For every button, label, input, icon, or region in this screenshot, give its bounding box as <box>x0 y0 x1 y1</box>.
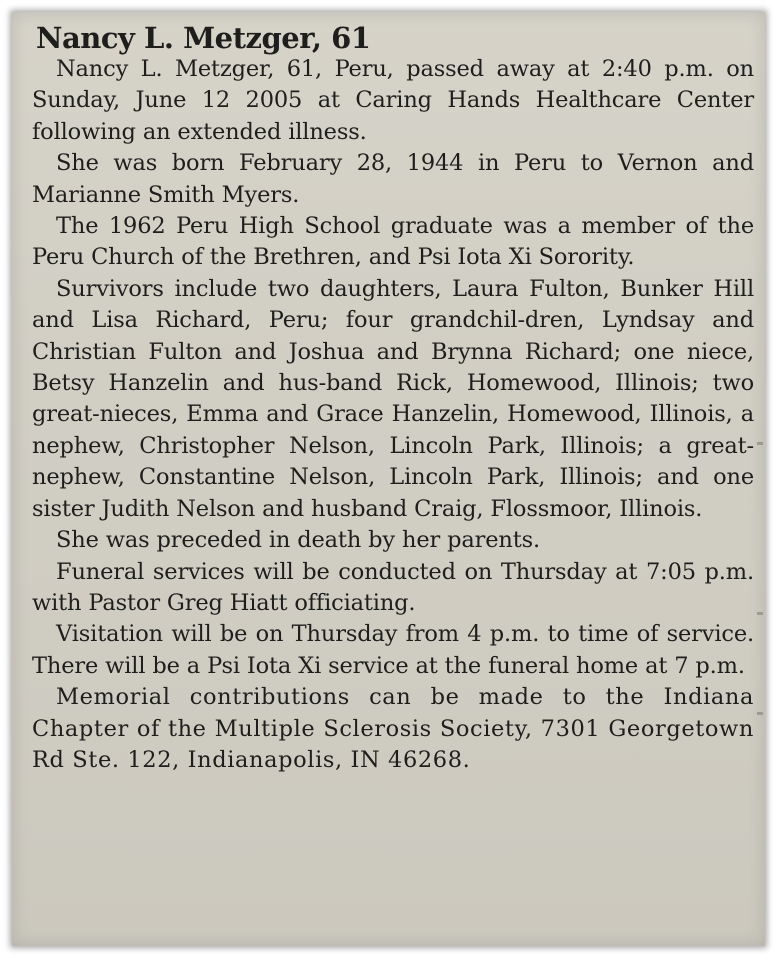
obituary-headline: Nancy L. Metzger, 61 <box>36 21 371 55</box>
obituary-paragraph-memorial: Memorial contributions can be made to the Indiana Chapter of the Multiple Sclerosis Society, 7301 Georgetown Rd Ste. 122, Indianapolis, IN 46268. <box>32 684 754 773</box>
column-rule-mark <box>757 612 763 615</box>
obituary-paragraph-death: Nancy L. Metzger, 61, Peru, passed away at 2:40 p.m. on Sunday, June 12 2005 at Caring Hands Healthcare Center following an extended illness. <box>32 56 754 145</box>
obituary-paragraph-funeral: Funeral services will be conducted on Thursday at 7:05 p.m. with Pastor Greg Hiatt officiating. <box>32 558 754 616</box>
obituary-paragraph-birth: She was born February 28, 1944 in Peru to Vernon and Marianne Smith Myers. <box>32 150 754 208</box>
obituary-paragraph-preceded: She was preceded in death by her parents. <box>56 527 541 554</box>
column-rule-mark <box>757 712 763 715</box>
column-rule-mark <box>757 442 763 445</box>
obituary-paragraph-education: The 1962 Peru High School graduate was a member of the Peru Church of the Brethren, and Psi Iota Xi Sorority. <box>32 213 754 271</box>
obituary-paragraph-visitation: Visitation will be on Thursday from 4 p.m. to time of service. There will be a Psi Iota Xi service at the funeral home at 7 p.m. <box>32 621 754 679</box>
obituary-paragraph-survivors: Survivors include two daughters, Laura Fulton, Bunker Hill and Lisa Richard, Peru; four grandchil-dren, Lyndsay and Christian Fulton and Joshua and Brynna Richard; one niece, Betsy Hanzelin and hus-band Rick, Homewood, Illinois; two great-nieces, Emma and Grace Hanzelin, Homewood, Illinois, a nephew, Christopher Nelson, Lincoln Park, Illinois; a great-nephew, Constantine Nelson, Lincoln Park, Illinois; and one sister Judith Nelson and husband Craig, Flossmoor, Illinois. <box>32 275 754 522</box>
obituary-article <box>32 18 754 776</box>
newspaper-clipping-photo <box>12 12 765 946</box>
